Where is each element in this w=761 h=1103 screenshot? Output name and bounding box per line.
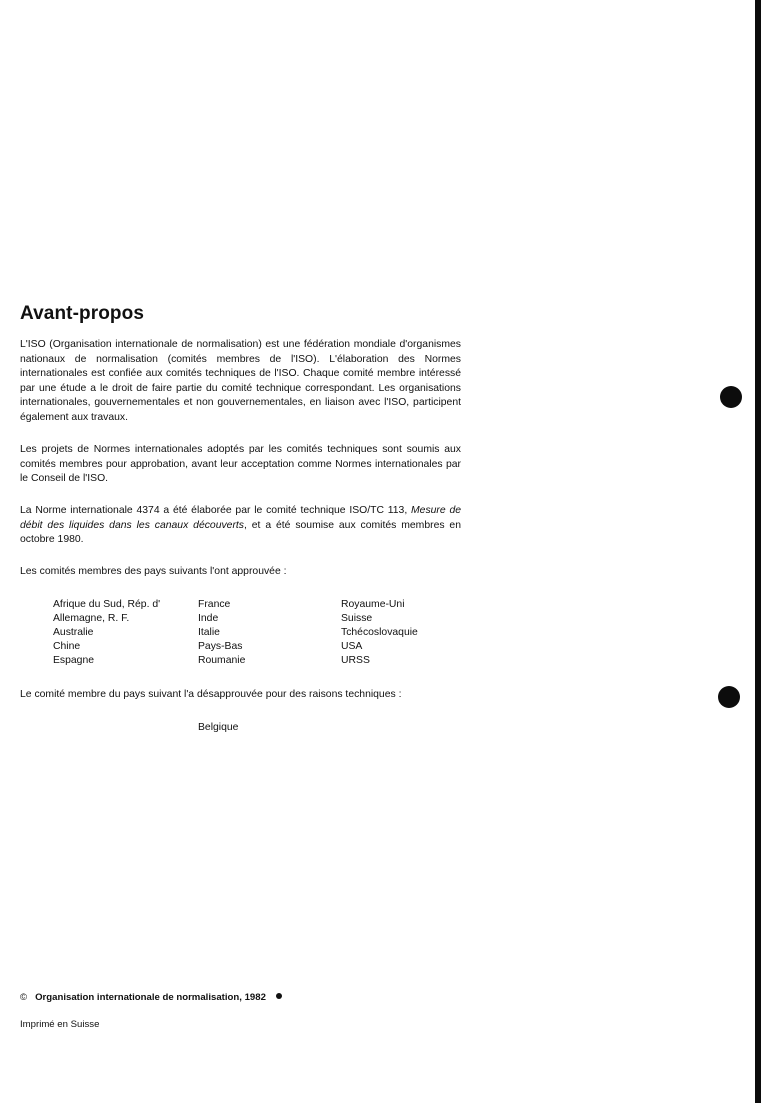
copyright-text: Organisation internationale de normalisation, 1982 bbox=[35, 992, 266, 1003]
country-item: Tchécoslovaquie bbox=[341, 627, 418, 638]
page-title: Avant-propos bbox=[20, 303, 144, 324]
country-item: Roumanie bbox=[198, 655, 246, 666]
disapproving-country: Belgique bbox=[198, 722, 239, 733]
bullet-icon bbox=[276, 993, 282, 999]
country-column-2 bbox=[198, 598, 245, 668]
standard-origin-paragraph bbox=[20, 504, 461, 548]
punch-hole-mark bbox=[718, 686, 740, 708]
country-item: USA bbox=[341, 641, 363, 652]
approval-intro: Les comités membres des pays suivants l'ont approuvée : bbox=[20, 566, 287, 577]
country-item: Australie bbox=[53, 627, 94, 638]
standard-origin-text-end: , et a été soumise aux comités membres en octobre 1980. bbox=[20, 519, 461, 545]
country-item: Allemagne, R. F. bbox=[53, 613, 130, 624]
country-item: Royaume-Uni bbox=[341, 599, 405, 610]
punch-hole-mark bbox=[720, 386, 742, 408]
committee-title: Mesure de débit des liquides dans les canaux découverts bbox=[20, 505, 462, 531]
copyright-icon: © bbox=[20, 992, 28, 1003]
country-item: URSS bbox=[341, 655, 370, 666]
country-item: Afrique du Sud, Rép. d' bbox=[53, 599, 161, 610]
intro-paragraph: L'ISO (Organisation internationale de normalisation) est une fédération mondiale d'organismes nationaux de normalisation (comités membres de l'ISO). L'élaboration des Normes internationales est confiée aux comités techniques de l'ISO. Chaque comité membre intéressé par une étude a le droit de faire partie du comité technique correspondant. Les organisations internationales, gouvernementales et non gouvernementales, en liaison avec l'ISO, participent également aux travaux. bbox=[20, 339, 461, 423]
country-column-1 bbox=[53, 598, 160, 668]
standard-origin-text: La Norme internationale 4374 a été élaborée par le comité technique ISO/TC 113, bbox=[20, 505, 412, 516]
printed-in: Imprimé en Suisse bbox=[20, 1019, 100, 1030]
approval-process-paragraph: Les projets de Normes internationales adoptés par les comités techniques sont soumis aux comités membres pour approbation, avant leur acceptation comme Normes internationales par le Conseil de l'ISO. bbox=[20, 444, 461, 484]
country-column-3 bbox=[341, 598, 418, 668]
country-item: Inde bbox=[198, 613, 219, 624]
country-item: Suisse bbox=[341, 613, 373, 624]
disapproval-intro: Le comité membre du pays suivant l'a désapprouvée pour des raisons techniques : bbox=[20, 689, 402, 700]
scan-edge bbox=[755, 0, 761, 1103]
country-item: France bbox=[198, 599, 231, 610]
country-item: Chine bbox=[53, 641, 81, 652]
copyright-line bbox=[20, 992, 282, 1003]
country-item: Espagne bbox=[53, 655, 95, 666]
country-item: Pays-Bas bbox=[198, 641, 243, 652]
country-item: Italie bbox=[198, 627, 220, 638]
